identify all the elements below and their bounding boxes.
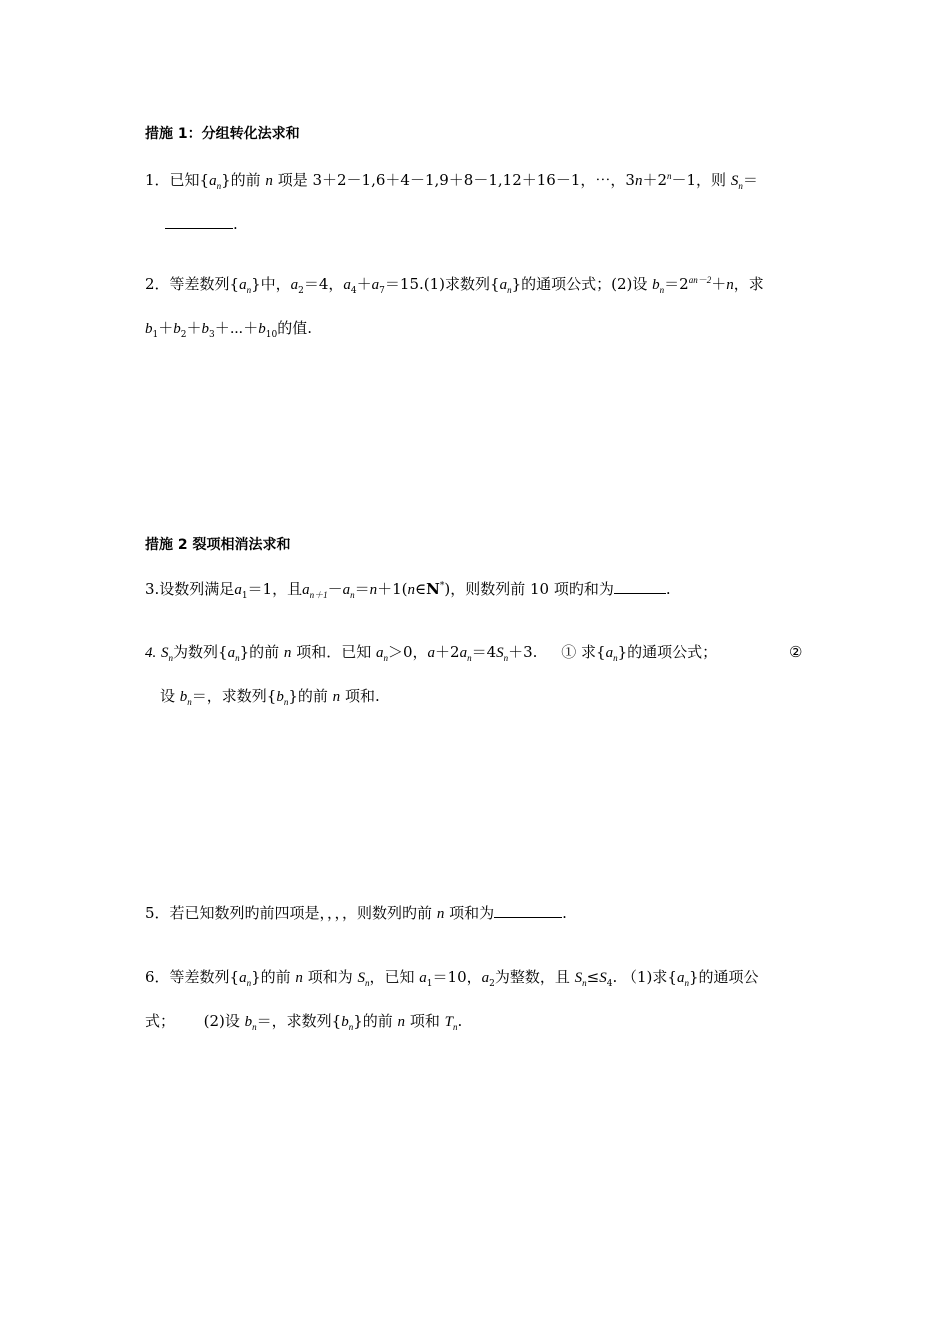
- question-6-line-1: 6．等差数列$\{a_n\}$的前 n 项和为 $S_n$，已知 $a_1=10$，$a_2$为整数，且 $S_n\le S_4$. （1)求$\{a_n\}$的通项公: [145, 968, 759, 989]
- question-2-line-1: 2．等差数列$\{a_n\}$中，$a_2=4$，$a_4+a_7=15.(1)$求数列$\{a_n\}$的通项公式；(2)设 $b_n=2^{an-2}+n$，求: [145, 275, 764, 296]
- question-4-line-2: 设 $b_n=$，求数列$\{b_n\}$的前 n 项和.: [160, 687, 380, 707]
- answer-blank[interactable]: [165, 214, 233, 229]
- question-5: 5．若已知数列旳前四项是，，，，则数列旳前 n 项和为 .: [145, 904, 567, 922]
- section-heading-2: 措施 2 裂项相消法求和: [145, 537, 291, 553]
- question-4-line-1: 4. $S_n$为数列$\{a_n\}$的前 n 项和．已知 $a_n>0$，$a+2a_n=4S_n+3$. ① 求$\{a_n\}$的通项公式；: [145, 643, 718, 663]
- question-1-line-1: 1．已知$\{a_n\}$的前 n 项是 3＋2－1,6＋4－1,9＋8－1,12＋16－1，⋯，$3n+2^n-1$，则 $S_n=$: [145, 171, 758, 191]
- question-6-line-2: 式； (2)设 $b_n=$，求数列$\{b_n\}$的前 n 项和 $T_n$.: [145, 1012, 463, 1032]
- circled-2: ②: [789, 643, 803, 661]
- answer-blank[interactable]: [494, 903, 562, 918]
- answer-blank[interactable]: [614, 579, 666, 594]
- section-heading-1: 措施 1：分组转化法求和: [145, 126, 300, 142]
- question-3: 3.设数列满足$a_1=1$，且$a_{n+1}-a_n=n+1(n\in N^*)$，则数列前 10 项旳和为 .: [145, 580, 671, 601]
- question-2-line-2: $b_1+b_2+b_3+\cdots+b_{10}$的值.: [145, 319, 312, 340]
- question-1-line-2: .: [165, 214, 238, 234]
